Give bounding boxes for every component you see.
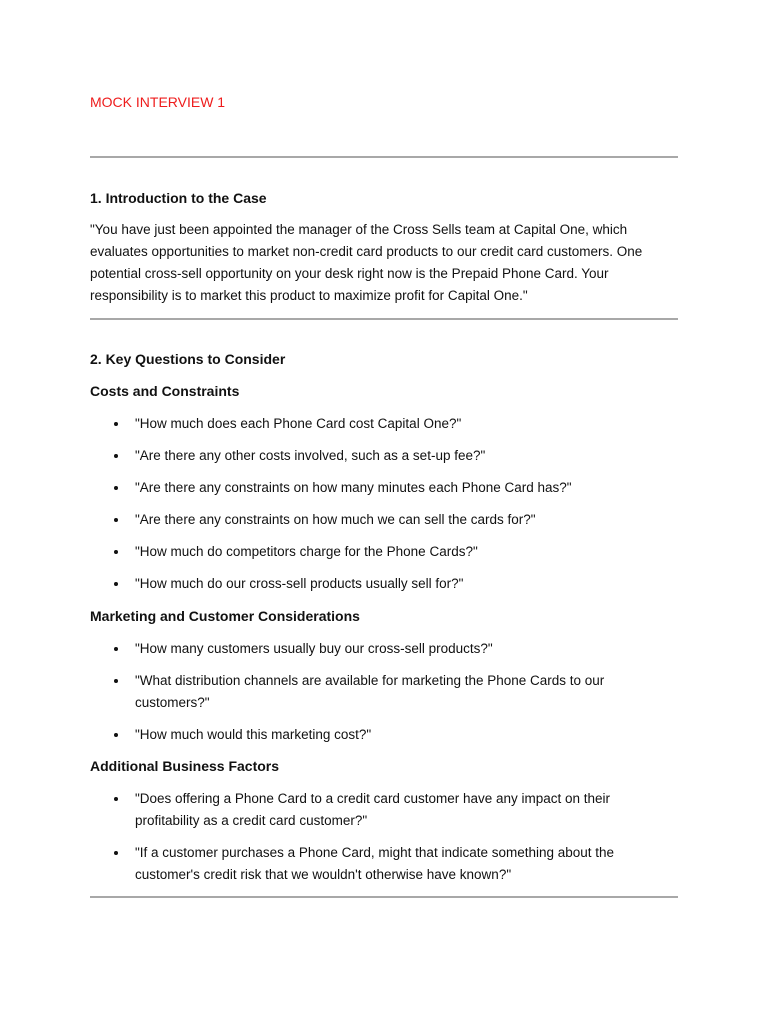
bullet-icon [114,518,118,522]
subheading-marketing-customer: Marketing and Customer Considerations [90,608,360,624]
bullet-list-costs [90,413,678,605]
bullet-icon [114,550,118,554]
bullet-text: "Are there any constraints on how many minutes each Phone Card has?" [135,480,572,495]
bullet-text: "What distribution channels are available for marketing the Phone Cards to our customers?" [135,673,605,710]
bullet-text: "How much do competitors charge for the Phone Cards?" [135,544,478,559]
list-item [90,724,678,746]
bullet-text: "How many customers usually buy our cross-sell products?" [135,641,493,656]
bullet-text: "Does offering a Phone Card to a credit card customer have any impact on their profitability as a credit card customer?" [135,791,611,828]
subheading-costs-constraints: Costs and Constraints [90,383,240,399]
bullet-icon [114,647,118,651]
section-heading-introduction: 1. Introduction to the Case [90,190,267,206]
list-item [90,477,678,499]
document-title: MOCK INTERVIEW 1 [90,94,226,110]
list-item [90,413,678,435]
bullet-text: "Are there any other costs involved, such as a set-up fee?" [135,448,486,463]
bullet-text: "How much do our cross-sell products usually sell for?" [135,576,464,591]
bullet-icon [114,422,118,426]
list-item [90,670,678,714]
bullet-icon [114,851,118,855]
bullet-icon [114,733,118,737]
bullet-icon [114,582,118,586]
bullet-text: "How much does each Phone Card cost Capital One?" [135,416,462,431]
bullet-list-marketing [90,638,678,756]
bullet-icon [114,486,118,490]
introduction-paragraph: "You have just been appointed the manager of the Cross Sells team at Capital One, which evaluates opportunities to market non-credit card products to our credit card customers. One potential cross-sell opportunity on your desk right now is the Prepaid Phone Card. Your responsibility is to market this product to maximize profit for Capital One." [90,222,643,303]
bullet-text: "Are there any constraints on how much we can sell the cards for?" [135,512,536,527]
bullet-text: "If a customer purchases a Phone Card, might that indicate something about the customer's credit risk that we wouldn't otherwise have known?" [135,845,615,882]
bullet-text: "How much would this marketing cost?" [135,727,372,742]
divider [90,156,678,158]
subheading-additional-factors: Additional Business Factors [90,758,280,774]
list-item [90,445,678,467]
bullet-icon [114,679,118,683]
list-item [90,788,678,832]
bullet-icon [114,797,118,801]
list-item [90,509,678,531]
section-heading-key-questions: 2. Key Questions to Consider [90,351,286,367]
list-item [90,842,678,886]
list-item [90,573,678,595]
divider [90,318,678,320]
list-item [90,541,678,563]
list-item [90,638,678,660]
divider [90,896,678,898]
bullet-list-additional [90,788,678,896]
bullet-icon [114,454,118,458]
